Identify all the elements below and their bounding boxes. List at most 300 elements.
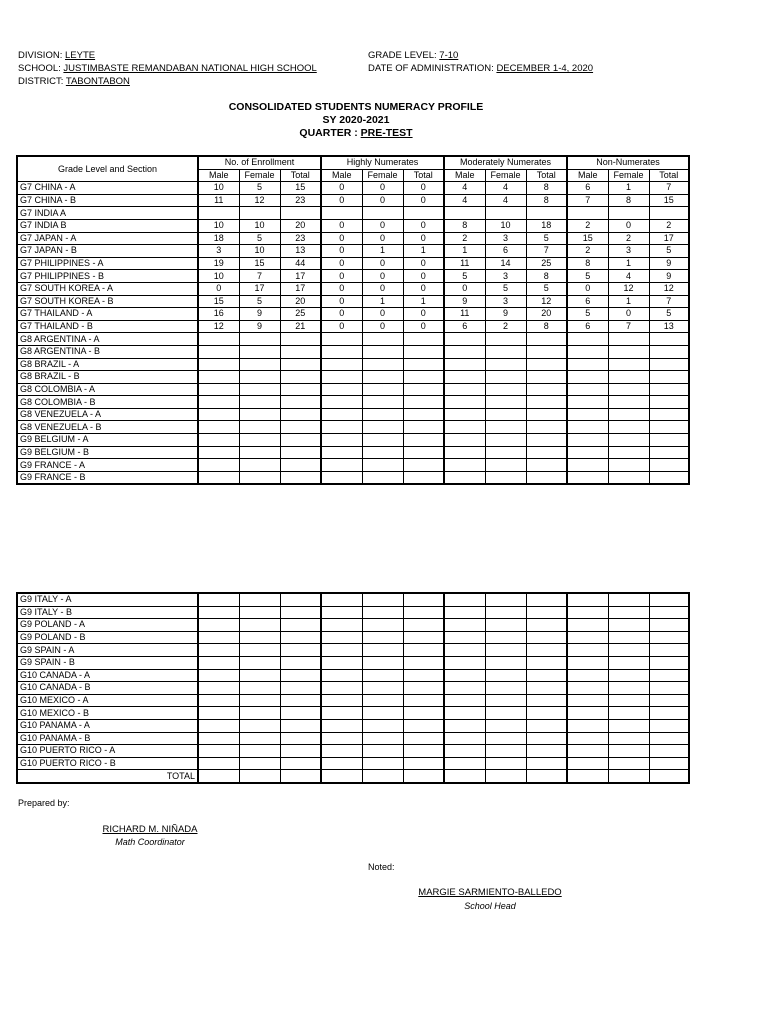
table-cell <box>362 757 403 770</box>
table-cell <box>280 682 321 695</box>
table-cell <box>567 396 608 409</box>
table-cell <box>608 459 649 472</box>
section-name: G9 POLAND - B <box>17 631 198 644</box>
subheader-male: Male <box>321 169 362 182</box>
table-cell <box>403 434 444 447</box>
total-label: TOTAL <box>17 770 198 783</box>
table-cell <box>403 459 444 472</box>
table-row <box>17 757 689 770</box>
table-cell: 17 <box>280 282 321 295</box>
table-cell <box>403 396 444 409</box>
table-cell <box>198 694 239 707</box>
table-cell <box>649 719 689 732</box>
table-cell: 6 <box>567 295 608 308</box>
table-cell <box>239 606 280 619</box>
table-cell: 0 <box>608 308 649 321</box>
table-cell: 0 <box>403 232 444 245</box>
section-name: G7 THAILAND - A <box>17 308 198 321</box>
table-cell: 5 <box>485 282 526 295</box>
table-cell <box>649 421 689 434</box>
date-line <box>368 62 593 75</box>
table-cell: 3 <box>198 245 239 258</box>
section-name: G7 CHINA - B <box>17 194 198 207</box>
section-name: G9 SPAIN - B <box>17 656 198 669</box>
table-cell <box>649 459 689 472</box>
table-cell <box>444 383 485 396</box>
table-cell <box>403 383 444 396</box>
table-cell: 5 <box>239 232 280 245</box>
table-cell <box>608 719 649 732</box>
table-cell <box>362 719 403 732</box>
table-cell <box>649 669 689 682</box>
table-cell <box>280 757 321 770</box>
table-cell <box>362 371 403 384</box>
table-cell: 5 <box>239 295 280 308</box>
table-cell: 6 <box>567 320 608 333</box>
table-cell: 6 <box>485 245 526 258</box>
table-cell <box>526 421 567 434</box>
table-cell: 5 <box>239 182 280 195</box>
subheader-female: Female <box>362 169 403 182</box>
table-cell <box>444 682 485 695</box>
school-line <box>18 62 317 75</box>
section-name: G7 PHILIPPINES - B <box>17 270 198 283</box>
table-row <box>17 719 689 732</box>
table-cell <box>198 732 239 745</box>
table-cell: 25 <box>526 257 567 270</box>
table-cell <box>321 471 362 484</box>
table-cell <box>567 383 608 396</box>
quarter-label: QUARTER : <box>299 127 361 139</box>
table-cell <box>239 345 280 358</box>
grade-level-value: 7-10 <box>439 50 459 61</box>
table-row <box>17 219 689 232</box>
table-cell <box>444 421 485 434</box>
table-cell <box>362 408 403 421</box>
table-cell <box>321 732 362 745</box>
table-cell <box>362 656 403 669</box>
table-cell: 1 <box>403 245 444 258</box>
table-cell <box>608 631 649 644</box>
table-cell <box>239 333 280 346</box>
table-cell <box>198 446 239 459</box>
table-cell <box>608 383 649 396</box>
table-cell: 2 <box>567 245 608 258</box>
table-cell: 2 <box>608 232 649 245</box>
table-cell: 3 <box>485 295 526 308</box>
table-cell <box>649 383 689 396</box>
table-cell <box>485 333 526 346</box>
table-cell <box>403 446 444 459</box>
table-cell <box>444 471 485 484</box>
table-cell: 15 <box>649 194 689 207</box>
prepared-by-label: Prepared by: <box>18 798 70 808</box>
table-cell <box>198 707 239 720</box>
table-cell: 12 <box>526 295 567 308</box>
table-cell <box>444 619 485 632</box>
table-cell: 15 <box>239 257 280 270</box>
table-cell <box>239 408 280 421</box>
table-cell <box>485 593 526 606</box>
total-cell <box>362 770 403 783</box>
table-cell <box>280 656 321 669</box>
table-cell <box>526 383 567 396</box>
table-cell <box>608 745 649 758</box>
table-row <box>17 345 689 358</box>
table-cell <box>362 358 403 371</box>
table-cell <box>321 682 362 695</box>
table-cell <box>526 757 567 770</box>
table-cell <box>321 757 362 770</box>
division-line <box>18 49 95 62</box>
table-cell <box>444 656 485 669</box>
table-cell <box>526 745 567 758</box>
total-cell <box>567 770 608 783</box>
table-cell <box>403 408 444 421</box>
table-cell: 5 <box>567 270 608 283</box>
section-name: G7 JAPAN - B <box>17 245 198 258</box>
table-cell <box>198 434 239 447</box>
section-name: G7 PHILIPPINES - A <box>17 257 198 270</box>
table-cell: 17 <box>649 232 689 245</box>
table-cell <box>362 383 403 396</box>
table-cell <box>198 421 239 434</box>
section-name: G7 CHINA - A <box>17 182 198 195</box>
table-cell <box>198 757 239 770</box>
table-cell <box>485 606 526 619</box>
table-cell: 0 <box>321 308 362 321</box>
table-cell <box>198 669 239 682</box>
table-row <box>17 320 689 333</box>
table-cell: 17 <box>239 282 280 295</box>
table-row <box>17 644 689 657</box>
table-cell: 11 <box>444 308 485 321</box>
table-cell: 8 <box>526 320 567 333</box>
section-name: G9 ITALY - A <box>17 593 198 606</box>
table-cell <box>567 631 608 644</box>
table-cell <box>649 207 689 220</box>
section-name: G8 BRAZIL - B <box>17 371 198 384</box>
table-cell: 17 <box>280 270 321 283</box>
table-cell <box>321 707 362 720</box>
table-cell <box>280 459 321 472</box>
subheader-total: Total <box>403 169 444 182</box>
table-cell <box>362 396 403 409</box>
table-cell: 4 <box>485 182 526 195</box>
date-label: DATE OF ADMINISTRATION: <box>368 63 497 74</box>
table-cell: 15 <box>198 295 239 308</box>
table-row <box>17 182 689 195</box>
section-name: G7 INDIA B <box>17 219 198 232</box>
table-cell <box>403 421 444 434</box>
subheader-female: Female <box>239 169 280 182</box>
table-cell <box>567 471 608 484</box>
table-cell <box>649 434 689 447</box>
district-line <box>18 75 130 88</box>
school-value: JUSTIMBASTE REMANDABAN NATIONAL HIGH SCHOOL <box>63 63 317 74</box>
district-value: TABONTABON <box>65 76 130 87</box>
table-cell <box>526 358 567 371</box>
table-cell <box>444 207 485 220</box>
table-cell: 7 <box>567 194 608 207</box>
table-row <box>17 207 689 220</box>
table-cell <box>362 421 403 434</box>
table-cell: 4 <box>444 182 485 195</box>
table-cell: 8 <box>608 194 649 207</box>
table-cell <box>608 396 649 409</box>
table-cell <box>321 396 362 409</box>
table-cell <box>362 606 403 619</box>
table-cell <box>198 459 239 472</box>
table-cell: 5 <box>526 282 567 295</box>
table-cell: 12 <box>608 282 649 295</box>
moderately-numerates-header: Moderately Numerates <box>444 156 567 169</box>
table-cell <box>198 682 239 695</box>
table-cell: 10 <box>198 182 239 195</box>
table-cell <box>321 694 362 707</box>
table-cell <box>649 644 689 657</box>
table-cell <box>280 345 321 358</box>
table-cell: 25 <box>280 308 321 321</box>
total-cell <box>649 770 689 783</box>
table-row <box>17 606 689 619</box>
table-cell <box>485 745 526 758</box>
table-cell <box>362 631 403 644</box>
table-cell <box>403 619 444 632</box>
table-cell <box>280 371 321 384</box>
table-row <box>17 245 689 258</box>
table-cell <box>362 619 403 632</box>
table-cell <box>608 682 649 695</box>
table-cell <box>485 471 526 484</box>
table-cell: 0 <box>362 308 403 321</box>
table-cell: 7 <box>608 320 649 333</box>
table-cell <box>608 694 649 707</box>
table-cell <box>444 631 485 644</box>
table-cell: 4 <box>608 270 649 283</box>
total-cell <box>403 770 444 783</box>
table-cell <box>649 745 689 758</box>
table-cell <box>403 682 444 695</box>
table-cell <box>444 593 485 606</box>
table-cell <box>485 371 526 384</box>
table-cell: 5 <box>649 308 689 321</box>
table-cell <box>526 333 567 346</box>
table-row <box>17 383 689 396</box>
table-row <box>17 745 689 758</box>
table-cell <box>198 371 239 384</box>
table-cell <box>362 593 403 606</box>
table-cell <box>280 408 321 421</box>
enrollment-header: No. of Enrollment <box>198 156 321 169</box>
subheader-total: Total <box>280 169 321 182</box>
table-cell <box>239 745 280 758</box>
table-cell <box>526 345 567 358</box>
table-row <box>17 732 689 745</box>
table-cell <box>198 383 239 396</box>
table-cell <box>444 358 485 371</box>
table-cell <box>403 757 444 770</box>
table-cell: 12 <box>649 282 689 295</box>
table-cell: 7 <box>649 182 689 195</box>
division-value: LEYTE <box>64 50 96 61</box>
table-cell <box>608 593 649 606</box>
table-cell: 9 <box>649 270 689 283</box>
table-cell <box>280 358 321 371</box>
table-cell <box>608 644 649 657</box>
table-row <box>17 471 689 484</box>
table-cell <box>526 593 567 606</box>
table-cell <box>280 669 321 682</box>
table-cell: 6 <box>567 182 608 195</box>
table-cell: 7 <box>649 295 689 308</box>
table-cell: 10 <box>239 245 280 258</box>
table-cell <box>198 358 239 371</box>
table-cell <box>280 207 321 220</box>
table-cell <box>198 345 239 358</box>
table-cell <box>649 408 689 421</box>
highly-numerates-header: Highly Numerates <box>321 156 444 169</box>
table-cell <box>280 719 321 732</box>
table-row <box>17 232 689 245</box>
table-cell <box>649 446 689 459</box>
table-cell: 9 <box>649 257 689 270</box>
table-cell <box>444 606 485 619</box>
table-cell <box>280 471 321 484</box>
table-cell: 1 <box>444 245 485 258</box>
table-cell <box>362 446 403 459</box>
table-cell <box>649 333 689 346</box>
table-cell <box>321 669 362 682</box>
section-name: G7 SOUTH KOREA - A <box>17 282 198 295</box>
table-cell <box>526 682 567 695</box>
section-name: G7 INDIA A <box>17 207 198 220</box>
table-cell <box>567 446 608 459</box>
table-cell <box>485 408 526 421</box>
section-name: G9 BELGIUM - B <box>17 446 198 459</box>
table-cell <box>608 408 649 421</box>
table-cell <box>567 656 608 669</box>
table-cell: 23 <box>280 194 321 207</box>
table-cell <box>567 408 608 421</box>
table-cell <box>444 757 485 770</box>
table-cell: 0 <box>362 257 403 270</box>
section-name: G9 FRANCE - B <box>17 471 198 484</box>
table-cell <box>526 707 567 720</box>
subheader-male: Male <box>444 169 485 182</box>
table-cell: 8 <box>526 194 567 207</box>
table-row <box>17 421 689 434</box>
subheader-female: Female <box>485 169 526 182</box>
table-cell: 9 <box>239 320 280 333</box>
table-cell <box>567 669 608 682</box>
table-row <box>17 593 689 606</box>
table-cell: 0 <box>321 219 362 232</box>
table-cell <box>321 371 362 384</box>
table-cell <box>239 656 280 669</box>
table-cell: 1 <box>608 295 649 308</box>
table-cell: 0 <box>321 182 362 195</box>
table-cell <box>239 446 280 459</box>
table-cell <box>198 619 239 632</box>
table-cell <box>403 631 444 644</box>
table-cell <box>239 707 280 720</box>
table-row <box>17 282 689 295</box>
section-name: G10 MEXICO - A <box>17 694 198 707</box>
table-cell: 16 <box>198 308 239 321</box>
table-cell <box>280 593 321 606</box>
table-cell <box>485 207 526 220</box>
table-cell <box>649 471 689 484</box>
section-name: G10 PANAMA - B <box>17 732 198 745</box>
total-cell <box>485 770 526 783</box>
table-cell <box>280 694 321 707</box>
table-cell <box>239 434 280 447</box>
table-cell <box>403 745 444 758</box>
table-cell <box>526 631 567 644</box>
table-cell <box>198 396 239 409</box>
total-cell <box>321 770 362 783</box>
table-cell: 7 <box>526 245 567 258</box>
table-cell <box>403 333 444 346</box>
table-row <box>17 434 689 447</box>
table-cell: 1 <box>362 245 403 258</box>
table-cell <box>198 631 239 644</box>
table-cell: 0 <box>403 182 444 195</box>
table-cell: 0 <box>321 245 362 258</box>
table-cell <box>362 694 403 707</box>
table-cell: 9 <box>485 308 526 321</box>
section-name: G8 COLOMBIA - A <box>17 383 198 396</box>
table-cell <box>403 732 444 745</box>
table-cell <box>526 371 567 384</box>
table-row <box>17 459 689 472</box>
section-name: G7 SOUTH KOREA - B <box>17 295 198 308</box>
table-cell: 11 <box>444 257 485 270</box>
numeracy-table-part2 <box>16 592 690 784</box>
table-cell <box>649 656 689 669</box>
table-cell: 0 <box>321 194 362 207</box>
table-cell <box>485 669 526 682</box>
table-row <box>17 270 689 283</box>
table-cell <box>567 682 608 695</box>
section-name: G8 COLOMBIA - B <box>17 396 198 409</box>
table-cell <box>444 694 485 707</box>
table-cell <box>362 732 403 745</box>
table-cell <box>649 694 689 707</box>
table-cell: 0 <box>403 308 444 321</box>
table-cell <box>608 358 649 371</box>
table-cell: 1 <box>608 257 649 270</box>
table-cell <box>239 593 280 606</box>
table-cell: 0 <box>608 219 649 232</box>
table-cell <box>239 207 280 220</box>
table-cell: 3 <box>608 245 649 258</box>
table-cell <box>280 732 321 745</box>
table-cell <box>608 207 649 220</box>
table-cell <box>321 745 362 758</box>
school-head-name: MARGIE SARMIENTO-BALLEDO <box>418 887 562 898</box>
table-row <box>17 669 689 682</box>
table-cell <box>444 644 485 657</box>
table-cell <box>280 745 321 758</box>
table-cell <box>485 707 526 720</box>
table-cell <box>567 707 608 720</box>
table-cell <box>362 644 403 657</box>
preparer-name: RICHARD M. NIÑADA <box>102 824 198 835</box>
table-cell <box>321 345 362 358</box>
table-cell <box>444 371 485 384</box>
